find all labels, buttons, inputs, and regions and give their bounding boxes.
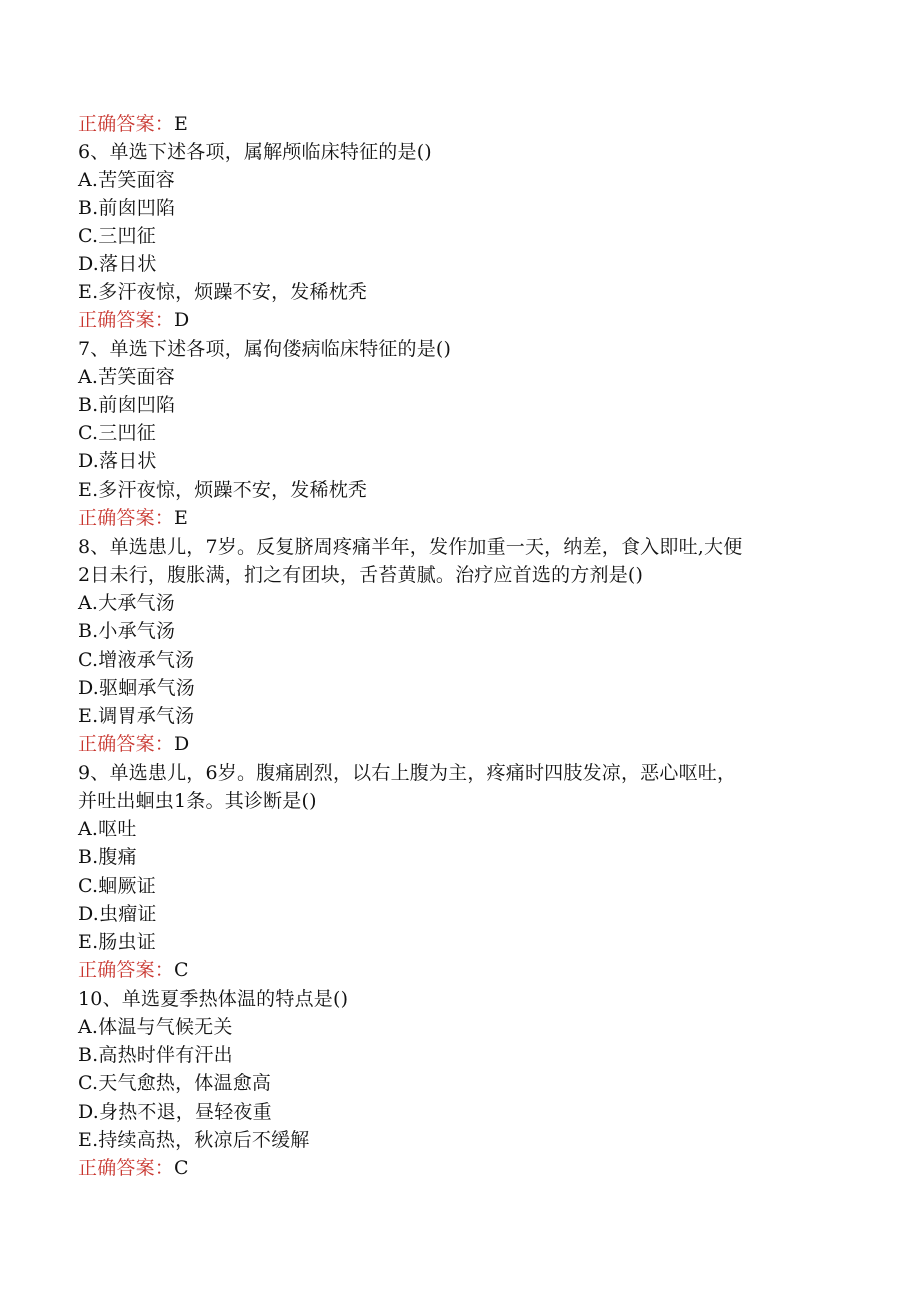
question-6-stem: 6、单选下述各项，属解颅临床特征的是() <box>78 141 432 163</box>
answer-value: D <box>174 309 190 331</box>
answer-value: C <box>174 1157 189 1179</box>
answer-value: E <box>174 113 189 135</box>
answer-label: 正确答案： <box>78 309 175 331</box>
question-8-stem-line-1: 8、单选患儿，7岁。反复脐周疼痛半年，发作加重一天，纳差，食入即吐,大便 <box>78 536 743 558</box>
answer-value: E <box>174 507 189 529</box>
answer-value: D <box>174 733 190 755</box>
question-7-option-b: B.前囱凹陷 <box>78 394 176 416</box>
question-6-option-e: E.多汗夜惊，烦躁不安，发稀枕秃 <box>78 281 368 303</box>
question-8-answer <box>78 732 189 760</box>
question-8-option-c: C.增液承气汤 <box>78 649 195 671</box>
answer-label: 正确答案： <box>78 733 175 755</box>
question-10-option-c: C.天气愈热，体温愈高 <box>78 1072 272 1094</box>
question-7-option-d: D.落日状 <box>78 450 157 472</box>
question-7-stem: 7、单选下述各项，属佝偻病临床特征的是() <box>78 338 452 360</box>
answer-label: 正确答案： <box>78 113 175 135</box>
question-8-stem-line-2: 2日未行，腹胀满，扪之有团块，舌苔黄腻。治疗应首选的方剂是() <box>78 564 644 586</box>
question-7-option-e: E.多汗夜惊，烦躁不安，发稀枕秃 <box>78 479 368 501</box>
question-6-option-b: B.前囱凹陷 <box>78 197 176 219</box>
question-6-option-c: C.三凹征 <box>78 225 156 247</box>
question-10-option-d: D.身热不退，昼轻夜重 <box>78 1101 272 1123</box>
answer-label: 正确答案： <box>78 959 175 981</box>
question-9-stem-line-2: 并吐出蛔虫1条。其诊断是() <box>78 790 317 812</box>
answer-label: 正确答案： <box>78 507 175 529</box>
question-10-answer <box>78 1156 189 1184</box>
question-8-option-e: E.调胃承气汤 <box>78 705 195 727</box>
question-9-option-e: E.肠虫证 <box>78 931 156 953</box>
answer-value: C <box>174 959 189 981</box>
question-6-option-a: A.苦笑面容 <box>78 169 175 191</box>
question-7-option-a: A.苦笑面容 <box>78 366 175 388</box>
question-9-option-d: D.虫瘤证 <box>78 903 157 925</box>
question-10-stem: 10、单选夏季热体温的特点是() <box>78 988 349 1010</box>
answer-label: 正确答案： <box>78 1157 175 1179</box>
question-7-option-c: C.三凹征 <box>78 422 156 444</box>
question-9-option-a: A.呕吐 <box>78 818 137 840</box>
question-8-option-a: A.大承气汤 <box>78 592 175 614</box>
question-6-answer <box>78 308 189 336</box>
question-10-option-a: A.体温与气候无关 <box>78 1016 233 1038</box>
question-9-option-c: C.蛔厥证 <box>78 875 156 897</box>
question-10-option-e: E.持续高热，秋凉后不缓解 <box>78 1129 310 1151</box>
question-10-option-b: B.高热时伴有汗出 <box>78 1044 233 1066</box>
question-6-option-d: D.落日状 <box>78 253 157 275</box>
answer-line <box>78 112 188 140</box>
question-9-option-b: B.腹痛 <box>78 846 137 868</box>
question-9-answer <box>78 958 189 986</box>
question-9-stem-line-1: 9、单选患儿，6岁。腹痛剧烈，以右上腹为主，疼痛时四肢发凉，恶心呕吐， <box>78 762 737 784</box>
question-8-option-d: D.驱蛔承气汤 <box>78 677 195 699</box>
question-8-option-b: B.小承气汤 <box>78 620 176 642</box>
question-7-answer <box>78 506 188 534</box>
